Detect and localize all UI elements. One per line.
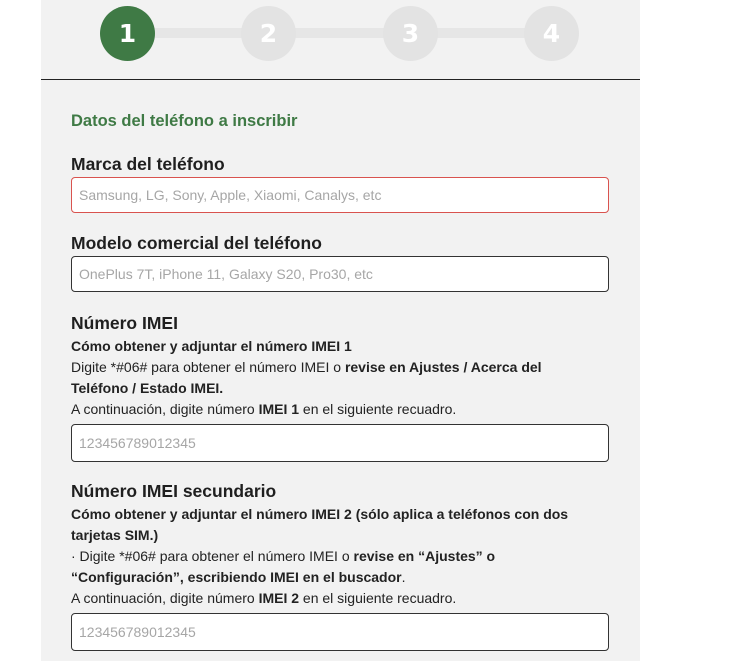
imei2-instruction-line1 [71,546,591,567]
imei1-placeholder: 123456789012345 [79,435,196,451]
imei2-label: Número IMEI secundario [71,481,277,501]
imei2-instr-c: “Configuración”, escribiendo IMEI en el buscador [71,569,402,585]
imei2-cont-b: IMEI 2 [258,590,300,606]
stepper-track [127,28,552,38]
imei1-continuation [71,399,591,420]
model-label: Modelo comercial del teléfono [71,233,322,253]
brand-input[interactable] [71,177,609,213]
model-placeholder: OnePlus 7T, iPhone 11, Galaxy S20, Pro30, etc [79,266,373,282]
imei1-input[interactable] [71,424,609,462]
imei2-instr-a: · Digite *#06# para obtener el número IMEI o [71,548,354,564]
imei1-cont-b: IMEI 1 [258,401,300,417]
progress-stepper [41,0,640,80]
section-title: Datos del teléfono a inscribir [71,112,298,130]
brand-label: Marca del teléfono [71,154,225,174]
form-panel [41,0,640,661]
imei1-cont-c: en el siguiente recuadro. [299,401,457,417]
imei1-howto: Cómo obtener y adjuntar el número IMEI 1 [71,338,352,354]
step-4[interactable]: 4 [524,6,579,61]
imei2-input[interactable] [71,613,609,651]
imei2-placeholder: 123456789012345 [79,624,196,640]
imei1-instruction-line1 [71,357,591,378]
imei2-instruction-line2 [71,567,591,588]
imei1-label: Número IMEI [71,313,178,333]
brand-placeholder: Samsung, LG, Sony, Apple, Xiaomi, Canalys, etc [79,187,382,203]
imei2-howto-line2: tarjetas SIM.) [71,527,159,543]
imei1-instruction-line2: Teléfono / Estado IMEI. [71,380,224,396]
imei1-cont-a: A continuación, digite número [71,401,259,417]
step-1[interactable]: 1 [100,6,155,61]
imei1-instr-a: Digite *#06# para obtener el número IMEI o [71,359,345,375]
imei2-instr-b: revise en “Ajustes” o [353,548,496,564]
model-input[interactable] [71,256,609,292]
imei1-instr-b: revise en Ajustes / Acerca del [344,359,542,375]
imei2-continuation [71,588,591,609]
imei2-cont-a: A continuación, digite número [71,590,259,606]
imei2-howto-line1: Cómo obtener y adjuntar el número IMEI 2 (sólo aplica a teléfonos con dos [71,506,569,522]
imei2-cont-c: en el siguiente recuadro. [299,590,457,606]
step-3[interactable]: 3 [383,6,438,61]
imei2-instr-d: . [401,569,406,585]
step-2[interactable]: 2 [241,6,296,61]
